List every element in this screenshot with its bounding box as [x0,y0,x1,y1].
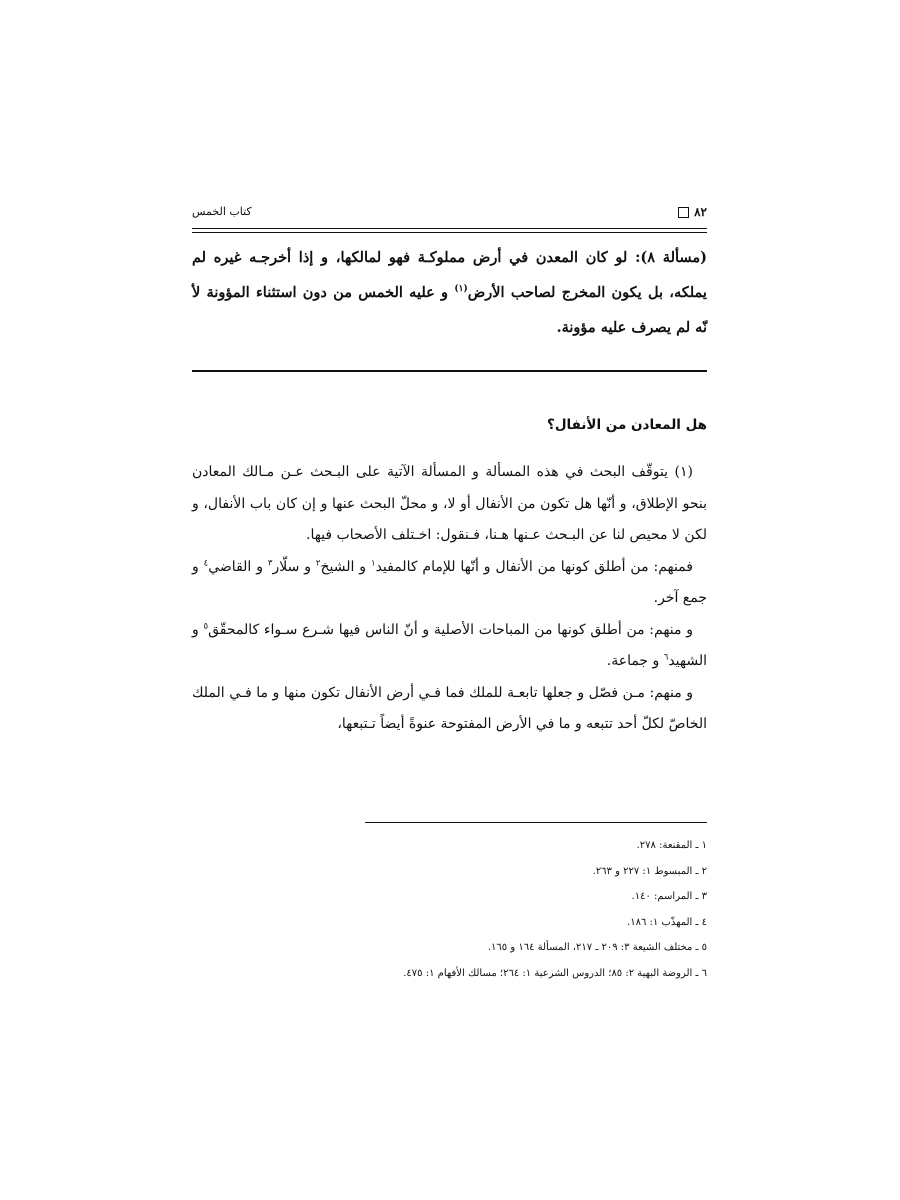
paragraph-3-text-c: و جماعة. [606,653,664,669]
paragraph-3 [192,615,707,678]
footnote-ref-5: ٥ [203,620,209,631]
section-heading: هل المعادن من الأنفال؟ [547,417,707,433]
paragraph-1: (١) يتوقّف البحث في هذه المسألة و المسألة الآتية على البـحث عـن مـالك المعادن بنحو الإطلاق، و أنّها هل تكون من الأنفال أو لا، و محلّ البحث عنها و إن كان باب الأنفال، و لكن لا محيص لنا عن البـحث عـنها هـنا، فـنقول: اخـتلف الأصحاب فيها. [192,464,707,543]
footnote-ref-4: ٤ [203,557,209,568]
running-header [192,205,707,223]
question-note-ref: (١) [454,284,468,295]
page-number-text: ٨٢ [694,205,707,219]
page-number [678,205,707,219]
paragraph-4: و منهم: مـن فصّل و جعلها تابعـة للملك فما فـي أرض الأنفال تكون منها و ما فـي الملك الخاصّ لكلّ أحد تتبعه و ما في الأرض المفتوحة عنوةً أيضاً تـتبعها، [192,684,707,732]
footnote-ref-2: ٢ [315,557,321,568]
footnote-ref-3: ٣ [267,557,273,568]
header-rule [192,228,707,233]
footnote-ref-6: ٦ [663,652,669,663]
footnote-1: ١ ـ المقنعة: ٢٧٨. [636,840,707,851]
question-text-part1: لو كان المعدن في أرض مملوكـة فهو لمالكها، و إذا أخرجـه غيره لم يملكه، بل يكون المخرج لصاحب الأرض [192,249,707,301]
document-page [192,195,707,1195]
paragraph-2-text-b: و الشيخ [320,558,371,575]
footnote-3: ٣ ـ المراسم: ١٤٠. [631,891,707,902]
footnote-4: ٤ ـ المهذّب ١: ١٨٦. [627,916,707,928]
commentary-body [192,457,707,741]
paragraph-2 [192,552,707,615]
footnote-5: ٥ ـ مختلف الشيعة ٣: ٢٠٩ ـ ٢١٧، المسألة ١٦٤ و ١٦٥. [487,942,707,953]
footnote-6: ٦ ـ الروضة البهية ٢: ٨٥؛ الدروس الشرعية ١: ٢٦٤؛ مسالك الأفهام ١: ٤٧٥. [403,967,707,979]
paragraph-3-text-b: و الشهيد [192,621,707,669]
paragraph-3-text-a: و منهم: من أطلق كونها من المباحات الأصلية و أنّ الناس فيها شـرع سـواء كالمحقّق [208,621,693,638]
footnotes [192,833,707,986]
paragraph-2-text-a: فمنهم: من أطلق كونها من الأنفال و أنّها للإمام كالمفيد [375,558,693,575]
paragraph-2-text-d: و القاضي [208,558,268,575]
square-icon [678,207,689,218]
book-title: كتاب الخمس [192,205,252,218]
question-label: (مسألة ٨): [635,249,707,266]
footnote-rule [365,822,707,823]
question-rule [192,370,707,372]
paragraph-2-text-e: و جمع آخر. [192,558,707,606]
question-block [192,240,707,345]
footnote-2: ٢ ـ المبسوط ١: ٢٢٧ و ٢٦٣. [592,865,707,877]
footnote-ref-1: ١ [370,557,376,568]
paragraph-2-text-c: و سلّار [272,558,316,575]
question-text-part2: و عليه الخمس من دون استثناء المؤونة لأ نّه لم يصرف عليه مؤونة. [192,284,707,336]
